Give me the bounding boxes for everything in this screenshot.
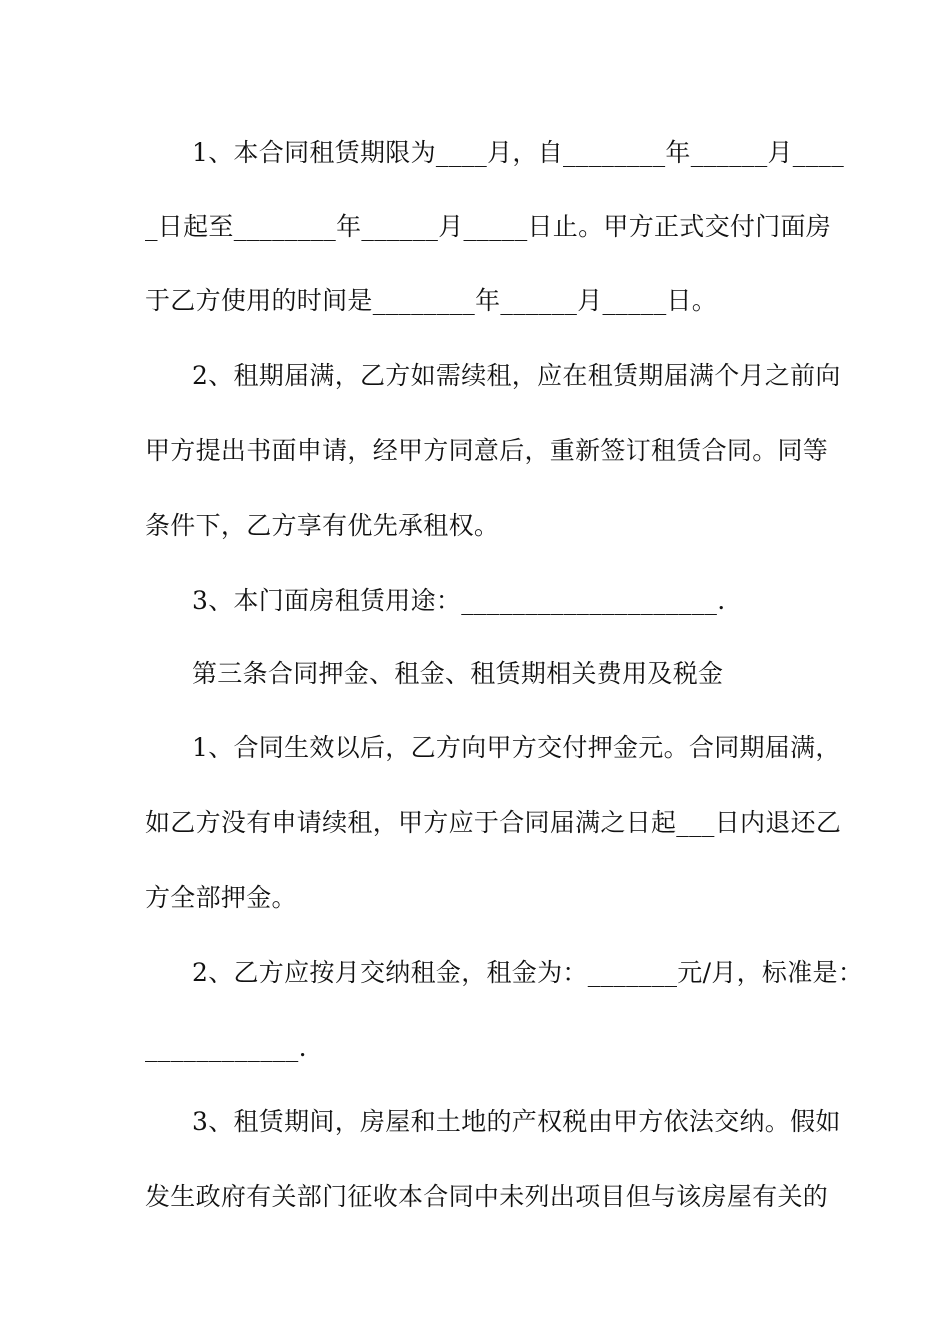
deposit-clause-line-1: 1、合同生效以后，乙方向甲方交付押金元。合同期届满， [192, 733, 841, 762]
article-3-heading: 第三条合同押金、租金、租赁期相关费用及税金 [192, 659, 724, 688]
tax-clause-line-1: 3、租赁期间，房屋和土地的产权税由甲方依法交纳。假如 [192, 1107, 841, 1136]
deposit-clause-line-2: 如乙方没有申请续租，甲方应于合同届满之日起___日内退还乙 [145, 808, 842, 837]
clause-1-line-3: 于乙方使用的时间是________年______月_____日。 [145, 286, 718, 315]
clause-2-line-2: 甲方提出书面申请，经甲方同意后，重新签订租赁合同。同等 [145, 436, 829, 465]
rent-clause-line-2: ____________. [145, 1033, 307, 1062]
rent-clause-line-1: 2、乙方应按月交纳租金，租金为：_______元/月，标准是： [192, 958, 864, 987]
clause-2-line-3: 条件下，乙方享有优先承租权。 [145, 511, 500, 540]
tax-clause-line-2: 发生政府有关部门征收本合同中未列出项目但与该房屋有关的 [145, 1182, 829, 1211]
clause-1-line-1: 1、本合同租赁期限为____月，自________年______月____ [192, 138, 845, 167]
clause-2-line-1: 2、租期届满，乙方如需续租，应在租赁期届满个月之前向 [192, 361, 841, 390]
clause-1-line-2: _日起至________年______月_____日止。甲方正式交付门面房 [145, 212, 832, 241]
clause-3-usage: 3、本门面房租赁用途：____________________. [192, 586, 726, 615]
deposit-clause-line-3: 方全部押金。 [145, 883, 297, 912]
